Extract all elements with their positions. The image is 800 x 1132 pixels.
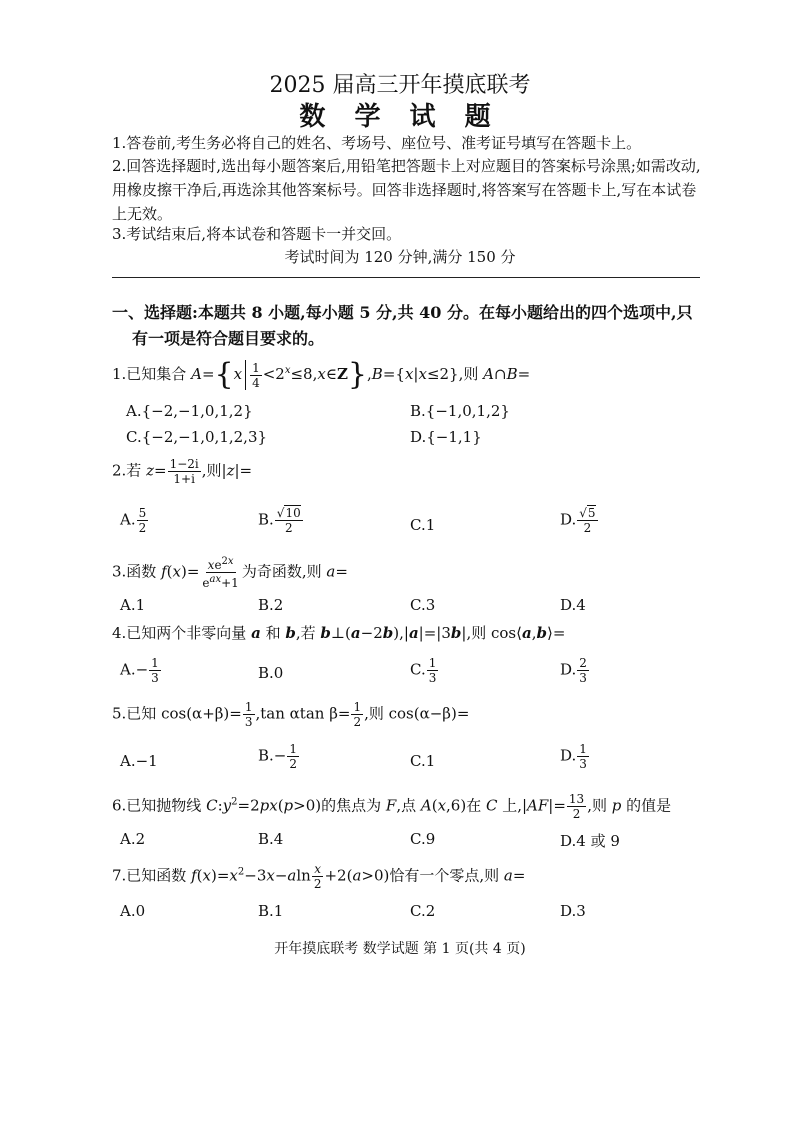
q4-option-a: A.− $\frac{1}{3}$ <box>120 656 159 685</box>
question-4: 4.已知两个非零向量 a 和 b,若 b⊥(a−2b),|a|=|3b|,则 cos⟨a,b⟩= <box>112 624 566 642</box>
question-3: 3.函数 f(x)= $\frac{xe^{2x}}{e^{ax}+1}$ 为奇函数,则 a= <box>112 556 348 590</box>
q2-option-b: B. $\frac{√10}{2}$ <box>258 506 301 535</box>
question-7: 7.已知函数 $f(x)=x^2-3x-aln$ $\frac{x}{2}$ +2(a>0)恰有一个零点,则 a= <box>112 862 526 891</box>
question-6: 6.已知抛物线 $C:y^2=2px(p>0)$的焦点为 F,点 A(x,6)在 C 上,|AF|= $\frac{13}{2}$ ,则 p 的值是 <box>112 792 672 821</box>
q4-option-b: B.0 <box>258 664 284 682</box>
q6-option-c: C.9 <box>410 830 436 848</box>
section-heading-line2: 有一项是符合题目要求的。 <box>132 329 325 348</box>
q5-option-c: C.1 <box>410 752 436 770</box>
q5-option-d: D. $\frac{1}{3}$ <box>560 742 587 771</box>
q7-option-d: D.3 <box>560 902 586 920</box>
q3-option-c: C.3 <box>410 596 436 614</box>
q3-option-d: D.4 <box>560 596 586 614</box>
exam-title: 2025 届高三开年摸底联考 <box>269 73 531 98</box>
q2-option-a: A. $\frac{5}{2}$ <box>120 506 147 535</box>
q1-option-c: C.{−2,−1,0,1,2,3} <box>126 428 268 446</box>
instruction-3: 3.考试结束后,将本试卷和答题卡一并交回。 <box>112 225 402 243</box>
q1-option-d: D.{−1,1} <box>410 428 482 446</box>
question-5: 5.已知 cos(α+β)= $\frac{1}{3}$ ,tan αtan β= $\frac{1}{2}$ ,则 cos(α−β)= <box>112 700 470 729</box>
q7-option-a: A.0 <box>120 902 146 920</box>
instruction-1: 1.答卷前,考生务必将自己的姓名、考场号、座位号、准考证号填写在答题卡上。 <box>112 134 642 152</box>
q7-option-b: B.1 <box>258 902 284 920</box>
q5-option-b: B.− $\frac{1}{2}$ <box>258 742 297 771</box>
q2-option-d: D. $\frac{√5}{2}$ <box>560 506 596 535</box>
q6-option-d: D.4 或 9 <box>560 832 620 850</box>
exam-subject: 数 学 试 题 <box>299 102 501 132</box>
q3-option-b: B.2 <box>258 596 284 614</box>
instruction-2: 2.回答选择题时,选出每小题答案后,用铅笔把答题卡上对应题目的答案标号涂黑;如需改动,用橡皮擦干净后,再选涂其他答案标号。回答非选择题时,将答案写在答题卡上,写在本试卷上无效。 <box>112 157 701 223</box>
q2-option-c: C.1 <box>410 516 436 534</box>
q1-option-a: A.{−2,−1,0,1,2} <box>126 402 253 420</box>
q6-option-a: A.2 <box>120 830 146 848</box>
page-footer: 开年摸底联考 数学试题 第 1 页(共 4 页) <box>274 941 526 957</box>
q4-option-d: D. $\frac{2}{3}$ <box>560 656 587 685</box>
q1-option-b: B.{−1,0,1,2} <box>410 402 510 420</box>
exam-time-info: 考试时间为 120 分钟,满分 150 分 <box>284 248 516 266</box>
section-heading-line1: 一、选择题:本题共 8 小题,每小题 5 分,共 40 分。在每小题给出的四个选项中,只 <box>112 303 693 322</box>
q6-option-b: B.4 <box>258 830 284 848</box>
q5-option-a: A.−1 <box>120 752 158 770</box>
divider <box>112 277 700 278</box>
q7-option-c: C.2 <box>410 902 436 920</box>
section-heading <box>112 300 702 352</box>
question-2: 2.若 z= $\frac{1-2i}{1+i}$ ,则|z|= <box>112 457 253 486</box>
question-1: 1.已知集合 A={x $\frac{1}{4}$ $<2^x\le 8,x\in Z\},B=\{x|x\le 2\}$,则 A∩B= <box>112 357 531 392</box>
q3-option-a: A.1 <box>120 596 146 614</box>
q4-option-c: C. $\frac{1}{3}$ <box>410 656 437 685</box>
